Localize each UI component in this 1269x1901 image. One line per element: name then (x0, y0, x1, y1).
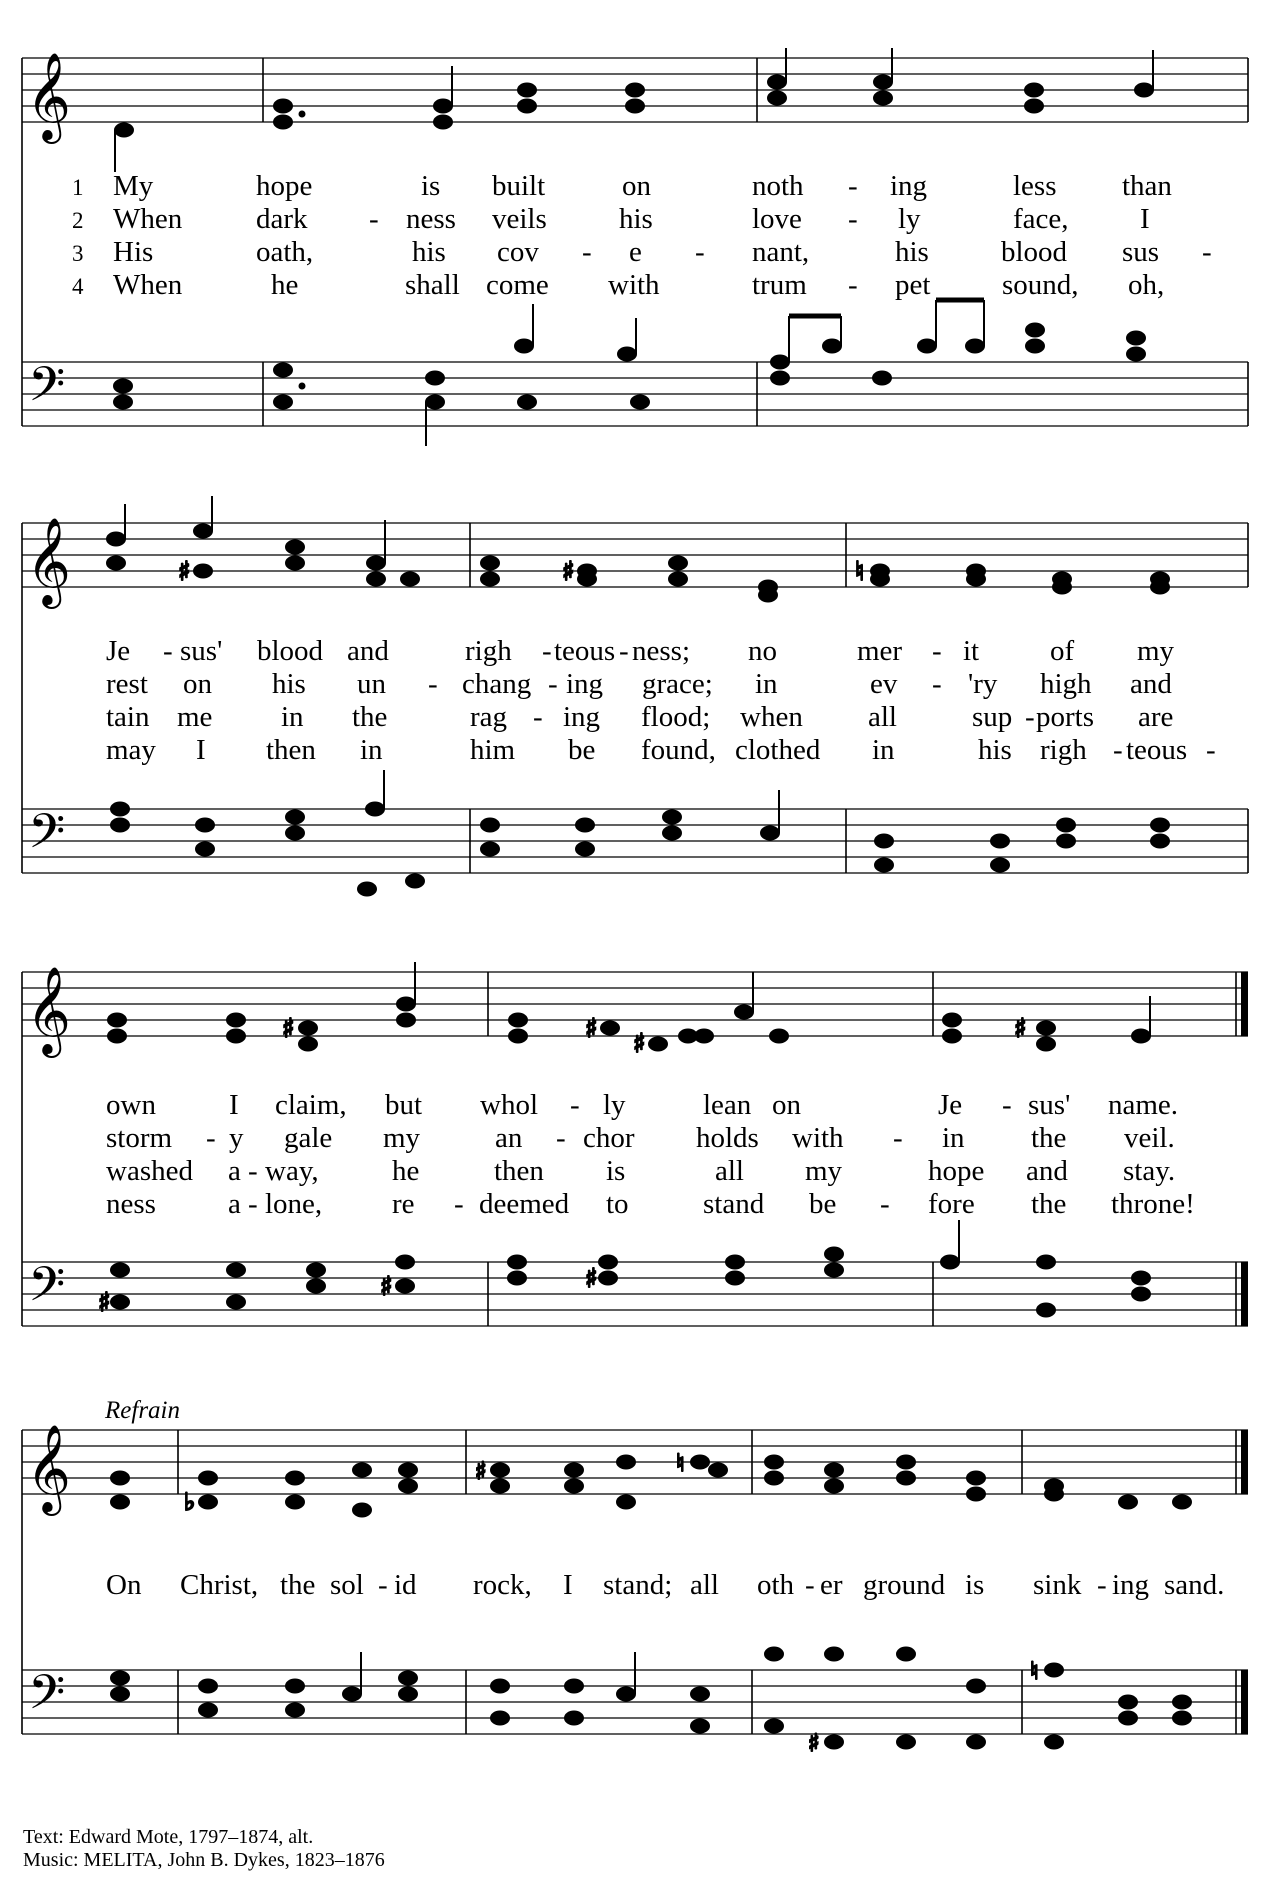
lyric-syllable: Je (106, 635, 131, 667)
lyric-syllable: dark (256, 203, 308, 235)
lyric-syllable: love (752, 203, 802, 235)
lyric-syllable: he (392, 1155, 420, 1187)
svg-text:♯: ♯ (282, 1014, 295, 1044)
lyric-syllable: My (113, 170, 154, 202)
lyric-syllable: - (805, 1569, 815, 1601)
lyric-syllable: oh, (1128, 269, 1165, 301)
lyric-syllable: - (454, 1188, 464, 1220)
svg-text:♯: ♯ (562, 557, 575, 587)
lyric-syllable: in (872, 734, 895, 766)
lyric-syllable: - (1202, 236, 1212, 268)
lyric-syllable: may (106, 734, 156, 766)
lyric-syllable: - (542, 635, 552, 667)
lyric-syllable: - (893, 1122, 903, 1154)
lyric-syllable: his (895, 236, 929, 268)
lyric-syllable: - (695, 236, 705, 268)
verse-numbers (72, 175, 84, 299)
lyric-syllable: are (1138, 701, 1174, 733)
lyrics-verse-1 (113, 170, 1172, 202)
lyric-syllable: all (715, 1155, 744, 1187)
lyric-syllable: - (248, 1155, 258, 1187)
lyric-syllable: me (177, 701, 213, 733)
lyric-syllable: blood (257, 635, 324, 667)
lyric-syllable: re (392, 1188, 415, 1220)
bass-staff (22, 1262, 1248, 1326)
lyric-syllable: - (533, 701, 543, 733)
lyric-syllable: er (820, 1569, 843, 1601)
lyric-syllable: holds (696, 1122, 759, 1154)
lyric-syllable: ports (1036, 701, 1094, 733)
lyric-syllable: hope (256, 170, 313, 202)
lyric-syllable: ing (566, 668, 604, 700)
lyric-syllable: teous (1126, 734, 1188, 766)
lyric-syllable: righ (1040, 734, 1087, 766)
system-1 (22, 48, 1248, 446)
svg-text:♮: ♮ (855, 557, 865, 587)
lyric-syllable: in (360, 734, 383, 766)
svg-text:♯: ♯ (585, 1014, 598, 1044)
treble-notes (111, 1449, 1191, 1517)
lyric-syllable: ness (106, 1188, 156, 1220)
treble-clef-icon: 𝄞 (26, 965, 71, 1054)
lyrics-verse-2 (106, 1122, 1175, 1154)
lyric-syllable: - (378, 1569, 388, 1601)
lyric-syllable: with (792, 1122, 844, 1154)
lyric-syllable: chang (462, 668, 532, 700)
bass-clef-icon: 𝄢 (28, 1664, 66, 1732)
lyric-syllable: hope (928, 1155, 985, 1187)
bass-notes (98, 1220, 1150, 1318)
treble-clef-icon: 𝄞 (26, 51, 71, 140)
lyric-syllable: chor (583, 1122, 635, 1154)
svg-text:♯: ♯ (1014, 1014, 1027, 1044)
lyric-syllable: lean (703, 1089, 752, 1121)
lyric-syllable: but (385, 1089, 423, 1121)
lyrics-verse-3 (106, 701, 1173, 733)
lyric-syllable: - (556, 1122, 566, 1154)
lyric-syllable: stay. (1123, 1155, 1176, 1187)
lyric-syllable: my (383, 1122, 421, 1154)
lyric-syllable: - (570, 1089, 580, 1121)
lyric-syllable: sup (972, 701, 1013, 733)
lyric-syllable: id (394, 1569, 417, 1601)
lyric-syllable: name. (1108, 1089, 1179, 1121)
lyric-syllable: - (932, 635, 942, 667)
lyric-syllable: in (755, 668, 778, 700)
lyric-syllable: cov (497, 236, 539, 268)
lyrics-verse-2 (113, 203, 1150, 235)
lyric-syllable: his (619, 203, 653, 235)
lyric-syllable: and (1130, 668, 1172, 700)
lyric-syllable: found, (641, 734, 716, 766)
lyric-syllable: oath, (256, 236, 314, 268)
svg-text:♯: ♯ (380, 1272, 393, 1302)
treble-staff (22, 972, 1248, 1036)
lyric-syllable: His (113, 236, 154, 268)
lyric-syllable: On (106, 1569, 142, 1601)
lyric-syllable: I (229, 1089, 239, 1121)
lyric-syllable: an (495, 1122, 523, 1154)
lyric-syllable: then (266, 734, 316, 766)
lyric-syllable: pet (895, 269, 931, 301)
lyric-syllable: - (1097, 1569, 1107, 1601)
treble-notes (107, 496, 1169, 602)
lyric-syllable: - (1206, 734, 1216, 766)
lyric-syllable: a (228, 1188, 241, 1220)
treble-clef-icon: 𝄞 (26, 1423, 71, 1512)
treble-notes (115, 48, 1153, 172)
lyric-syllable: - (848, 170, 858, 202)
lyric-syllable: is (606, 1155, 626, 1187)
lyric-syllable: and (1026, 1155, 1068, 1187)
lyric-syllable: - (248, 1188, 258, 1220)
text-credit: Text: Edward Mote, 1797–1874, alt. (23, 1826, 314, 1848)
lyric-syllable: - (1025, 701, 1035, 733)
svg-text:♯: ♯ (808, 1729, 820, 1757)
lyric-syllable: sink (1033, 1569, 1082, 1601)
lyric-syllable: deemed (479, 1188, 570, 1220)
bass-clef-icon: 𝄢 (28, 803, 66, 871)
lyric-syllable: throne! (1111, 1188, 1195, 1220)
lyric-syllable: tain (106, 701, 150, 733)
lyrics-verse-2 (106, 668, 1172, 700)
lyric-syllable: the (1031, 1122, 1067, 1154)
lyric-syllable: own (106, 1089, 156, 1121)
lyric-syllable: 'ry (968, 668, 998, 700)
system-4-refrain (22, 1397, 1248, 1757)
lyric-syllable: Je (938, 1089, 963, 1121)
lyric-syllable: my (805, 1155, 843, 1187)
lyric-syllable: flood; (641, 701, 711, 733)
lyric-syllable: sus (1122, 236, 1160, 268)
bass-staff (22, 362, 1248, 426)
lyric-syllable: storm (106, 1122, 173, 1154)
lyric-syllable: the (352, 701, 388, 733)
lyric-syllable: nant, (752, 236, 810, 268)
treble-clef-icon: 𝄞 (26, 516, 71, 605)
lyric-syllable: the (280, 1569, 316, 1601)
lyric-syllable: clothed (735, 734, 821, 766)
lyric-syllable: stand; (603, 1569, 673, 1601)
lyric-syllable: of (1050, 635, 1075, 667)
lyric-syllable: way, (265, 1155, 319, 1187)
bass-notes (114, 300, 1145, 446)
lyric-syllable: gale (284, 1122, 333, 1154)
lyric-syllable: mer (857, 635, 903, 667)
svg-text:♮: ♮ (1030, 1657, 1039, 1685)
svg-text:♭: ♭ (184, 1488, 196, 1516)
lyric-syllable: is (421, 170, 441, 202)
lyric-syllable: e (629, 236, 642, 268)
lyric-syllable: a (228, 1155, 241, 1187)
lyric-syllable: - (1002, 1089, 1012, 1121)
svg-text:♯: ♯ (633, 1029, 646, 1059)
lyric-syllable: his (272, 668, 306, 700)
lyric-syllable: it (963, 635, 980, 667)
lyric-syllable: oth (757, 1569, 795, 1601)
lyric-syllable: ing (1112, 1569, 1150, 1601)
lyric-syllable: ground (863, 1569, 946, 1601)
lyric-syllable: - (848, 269, 858, 301)
lyric-syllable: rest (106, 668, 148, 700)
lyric-syllable: blood (1001, 236, 1068, 268)
lyric-syllable: - (428, 668, 438, 700)
final-barline (1241, 972, 1248, 1326)
lyrics-verse-1 (106, 635, 1175, 667)
bass-clef-icon: 𝄢 (28, 1256, 66, 1324)
lyric-syllable: y (229, 1122, 244, 1154)
svg-text:♯: ♯ (585, 1264, 598, 1294)
lyric-syllable: be (568, 734, 596, 766)
lyric-syllable: shall (405, 269, 460, 301)
verse-number: 2 (72, 208, 84, 233)
lyric-syllable: claim, (275, 1089, 347, 1121)
lyric-syllable: I (1140, 203, 1150, 235)
refrain-label: Refrain (105, 1397, 180, 1424)
lyric-syllable: he (271, 269, 299, 301)
lyrics-verse-4 (113, 269, 1164, 301)
lyric-syllable: built (492, 170, 546, 202)
lyric-syllable: ev (870, 668, 898, 700)
lyric-syllable: sus' (1028, 1089, 1071, 1121)
lyric-syllable: whol (480, 1089, 538, 1121)
lyric-syllable: - (880, 1188, 890, 1220)
lyric-syllable: - (548, 668, 558, 700)
lyric-syllable: ing (563, 701, 601, 733)
lyrics-verse-3 (113, 236, 1212, 268)
lyrics-verse-3 (106, 1155, 1175, 1187)
lyric-syllable: than (1122, 170, 1172, 202)
lyric-syllable: to (606, 1188, 629, 1220)
lyric-syllable: sound, (1002, 269, 1079, 301)
lyric-syllable: his (412, 236, 446, 268)
lyric-syllable: the (1031, 1188, 1067, 1220)
lyric-syllable: I (196, 734, 206, 766)
lyrics-verse-4 (106, 734, 1216, 766)
lyric-syllable: stand (703, 1188, 765, 1220)
lyric-syllable: When (113, 269, 183, 301)
lyric-syllable: when (740, 701, 803, 733)
lyric-syllable: my (1137, 635, 1175, 667)
lyric-syllable: ly (603, 1089, 626, 1121)
lyric-syllable: grace; (642, 668, 713, 700)
lyric-syllable: on (183, 668, 212, 700)
lyric-syllable: fore (928, 1188, 975, 1220)
lyric-syllable: ly (898, 203, 921, 235)
lyric-syllable: - (206, 1122, 216, 1154)
system-2 (22, 496, 1248, 896)
lyric-syllable: face, (1013, 203, 1069, 235)
music-credit: Music: MELITA, John B. Dykes, 1823–1876 (23, 1849, 385, 1871)
lyric-syllable: with (608, 269, 660, 301)
lyric-syllable: is (965, 1569, 985, 1601)
lyric-syllable: no (748, 635, 777, 667)
lyric-syllable: - (163, 635, 173, 667)
lyric-syllable: When (113, 203, 183, 235)
lyric-syllable: teous (554, 635, 616, 667)
lyric-syllable: ness; (632, 635, 690, 667)
lyrics-verse-4 (106, 1188, 1195, 1220)
lyric-syllable: be (809, 1188, 837, 1220)
lyric-syllable: him (470, 734, 516, 766)
verse-number: 1 (72, 175, 84, 200)
lyric-syllable: - (932, 668, 942, 700)
lyric-syllable: - (1113, 734, 1123, 766)
lyric-syllable: come (486, 269, 549, 301)
lyric-syllable: - (369, 203, 379, 235)
lyric-syllable: less (1013, 170, 1057, 202)
lyric-syllable: on (622, 170, 651, 202)
system-3 (22, 962, 1248, 1326)
lyric-syllable: noth (752, 170, 804, 202)
lyrics-verse-1 (106, 1089, 1178, 1121)
lyric-syllable: un (357, 668, 386, 700)
lyric-syllable: high (1040, 668, 1092, 700)
bass-notes (111, 770, 1169, 896)
lyric-syllable: veils (492, 203, 547, 235)
lyric-syllable: sus' (180, 635, 223, 667)
final-barline (1241, 1430, 1248, 1734)
lyric-syllable: sol (330, 1569, 364, 1601)
svg-text:♯: ♯ (98, 1288, 111, 1318)
svg-text:♮: ♮ (676, 1449, 685, 1477)
lyric-syllable: I (563, 1569, 573, 1601)
lyric-syllable: - (619, 635, 629, 667)
lyric-syllable: rag (470, 701, 508, 733)
credits (23, 1826, 385, 1872)
lyric-syllable: ing (890, 170, 928, 202)
svg-text:♯: ♯ (475, 1457, 487, 1485)
lyric-syllable: sand. (1164, 1569, 1225, 1601)
lyric-syllable: ness (406, 203, 456, 235)
lyric-syllable: lone, (265, 1188, 323, 1220)
lyric-syllable: veil. (1124, 1122, 1175, 1154)
lyric-syllable: - (582, 236, 592, 268)
lyric-syllable: washed (106, 1155, 193, 1187)
lyric-syllable: and (347, 635, 389, 667)
lyric-syllable: trum (752, 269, 807, 301)
lyric-syllable: - (848, 203, 858, 235)
lyric-syllable: righ (465, 635, 512, 667)
lyric-syllable: on (772, 1089, 801, 1121)
lyric-syllable: all (868, 701, 897, 733)
lyric-syllable: then (494, 1155, 544, 1187)
svg-text:♯: ♯ (178, 557, 191, 587)
lyric-syllable: in (281, 701, 304, 733)
lyric-syllable: Christ, (180, 1569, 259, 1601)
lyric-syllable: all (690, 1569, 719, 1601)
lyric-syllable: in (942, 1122, 965, 1154)
lyric-syllable: rock, (473, 1569, 532, 1601)
verse-number: 4 (72, 274, 84, 299)
verse-number: 3 (72, 241, 84, 266)
lyrics-refrain (106, 1569, 1224, 1601)
lyric-syllable: his (978, 734, 1012, 766)
bass-clef-icon: 𝄢 (28, 356, 66, 424)
treble-notes (108, 962, 1150, 1059)
